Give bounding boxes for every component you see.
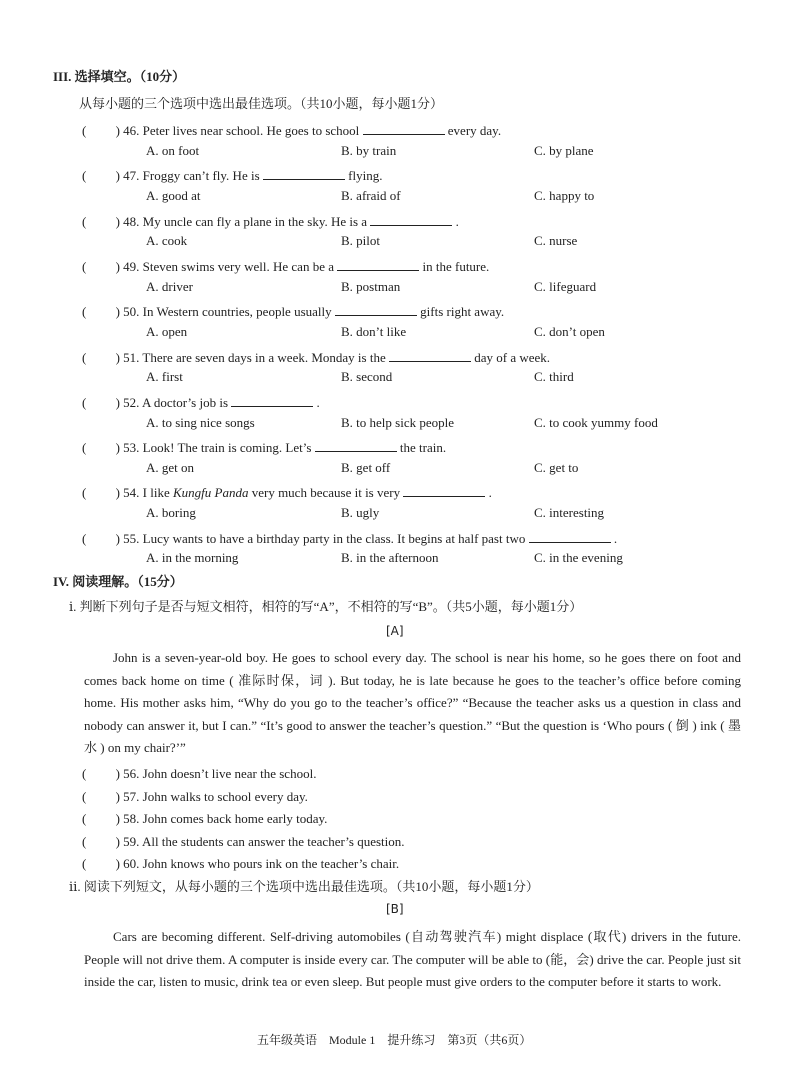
option-b[interactable]: B. to help sick people bbox=[341, 414, 455, 430]
option-c[interactable]: C. to cook yummy food bbox=[534, 414, 658, 430]
question-text-cont: very much because it is very bbox=[251, 485, 401, 501]
section-4-title: IV. 阅读理解。（15分） bbox=[53, 574, 183, 589]
option-c[interactable]: C. nurse bbox=[534, 233, 578, 249]
answer-blank[interactable] bbox=[389, 350, 471, 362]
option-c[interactable]: C. happy to bbox=[534, 188, 595, 203]
judgement-item[interactable]: ( ) 57. John walks to school every day. bbox=[82, 788, 308, 804]
question-text: ( ) 49. Steven swims very well. He can be a bbox=[82, 258, 334, 274]
passage-a-label: [A] bbox=[386, 624, 404, 638]
option-c[interactable]: C. third bbox=[534, 369, 574, 385]
question-text: ( ) 50. In Western countries, people usually bbox=[82, 304, 332, 320]
question-text-end: gifts right away. bbox=[420, 304, 505, 320]
answer-blank[interactable] bbox=[403, 485, 485, 497]
option-c[interactable]: C. in the evening bbox=[534, 550, 623, 566]
question-text-end: day of a week. bbox=[474, 349, 551, 365]
option-c[interactable]: C. get to bbox=[534, 459, 579, 475]
question-text-end: . bbox=[613, 530, 618, 546]
part-1-instruction: ⅰ. 判断下列句子是否与短文相符，相符的写“A”，不相符的写“B”。（共5小题，每小题1分） bbox=[69, 599, 583, 614]
option-a[interactable]: A. on foot bbox=[146, 142, 200, 158]
question-stem bbox=[82, 528, 617, 547]
question-stem bbox=[82, 437, 446, 456]
passage-a-text: John is a seven-year-old boy. He goes to school every day. The school is near his home, so he goes there on foot and comes back home on time ( 准际时保，词 ). But today, he is late because he goes to the teacher’s office before coming home. His mother asks him, “Why do you go to the teacher’s office?” “Because the teacher asks us a question in class and nobody can answer it, but I can.” “It’s good to answer the teacher’s question.” “But the question is ‘Who pours ( 倒 ) ink ( 墨水 ) on my chair?’” bbox=[84, 650, 741, 756]
option-b[interactable]: B. second bbox=[341, 369, 393, 385]
question-stem bbox=[82, 482, 492, 501]
question-text-end: . bbox=[316, 394, 320, 410]
passage-b bbox=[84, 926, 741, 994]
question-text: ( ) 46. Peter lives near school. He goes to school bbox=[82, 123, 360, 138]
option-a[interactable]: A. good at bbox=[146, 188, 201, 203]
question-text-end: in the future. bbox=[422, 258, 490, 274]
question-text: ( ) 47. Froggy can’t fly. He is bbox=[82, 168, 260, 184]
option-a[interactable]: A. get on bbox=[146, 459, 195, 475]
judgement-item[interactable]: ( ) 58. John comes back home early today. bbox=[82, 811, 328, 827]
question-text: ( ) 52. A doctor’s job is bbox=[82, 394, 229, 410]
section-3-title: III. 选择填空。（10分） bbox=[53, 69, 186, 84]
question-text: ( ) 54. I like bbox=[82, 485, 170, 501]
answer-blank[interactable] bbox=[263, 168, 345, 180]
option-b[interactable]: B. pilot bbox=[341, 233, 381, 249]
question-text: ( ) 53. Look! The train is coming. Let’s bbox=[82, 440, 312, 456]
question-text-end: . bbox=[455, 213, 459, 229]
passage-a bbox=[84, 647, 741, 760]
question-text: ( ) 51. There are seven days in a week. Monday is the bbox=[82, 349, 386, 365]
question-stem bbox=[82, 256, 489, 275]
question-text-end: flying. bbox=[348, 168, 383, 184]
judgement-item[interactable]: ( ) 59. All the students can answer the teacher’s question. bbox=[82, 833, 405, 849]
passage-b-text: Cars are becoming different. Self-driving automobiles (自动驾驶汽车) might displace (取代) drivers in the future. People will not drive them. A computer is inside every car. The computer will be able to (能，会) drive the car. People just sit inside the car, listen to music, drink tea or even sleep. But people must give orders to the computer before it starts to work. bbox=[84, 929, 741, 990]
answer-blank[interactable] bbox=[363, 123, 445, 135]
option-b[interactable]: B. get off bbox=[341, 459, 391, 475]
judgement-item[interactable]: ( ) 56. John doesn’t live near the school. bbox=[82, 766, 317, 781]
question-text: ( ) 48. My uncle can fly a plane in the sky. He is a bbox=[82, 213, 368, 229]
option-b[interactable]: B. don’t like bbox=[341, 323, 407, 339]
option-c[interactable]: C. lifeguard bbox=[534, 278, 597, 294]
answer-blank[interactable] bbox=[231, 395, 313, 407]
option-b[interactable]: B. in the afternoon bbox=[341, 550, 439, 566]
option-b[interactable]: B. by train bbox=[341, 142, 397, 158]
question-stem bbox=[82, 211, 459, 230]
question-text-end: . bbox=[488, 485, 492, 501]
option-a[interactable]: A. first bbox=[146, 369, 183, 385]
option-c[interactable]: C. interesting bbox=[534, 505, 605, 521]
option-a[interactable]: A. to sing nice songs bbox=[146, 414, 255, 430]
page-footer: 五年级英语 Module 1 提升练习 第3页（共6页） bbox=[257, 1033, 532, 1047]
answer-blank[interactable] bbox=[337, 259, 419, 271]
option-a[interactable]: A. open bbox=[146, 323, 188, 339]
question-stem bbox=[82, 301, 504, 320]
option-a[interactable]: A. in the morning bbox=[146, 550, 239, 566]
section-3-instruction: 从每小题的三个选项中选出最佳选项。（共10小题，每小题1分） bbox=[79, 96, 444, 111]
answer-blank[interactable] bbox=[335, 304, 417, 316]
question-stem bbox=[82, 392, 320, 411]
answer-blank[interactable] bbox=[529, 531, 611, 543]
option-b[interactable]: B. afraid of bbox=[341, 188, 401, 203]
question-text: ( ) 55. Lucy wants to have a birthday party in the class. It begins at half past two bbox=[82, 530, 526, 546]
option-a[interactable]: A. cook bbox=[146, 233, 188, 249]
option-c[interactable]: C. don’t open bbox=[534, 323, 605, 339]
option-a[interactable]: A. driver bbox=[146, 278, 193, 294]
option-b[interactable]: B. postman bbox=[341, 278, 401, 294]
question-text-end: the train. bbox=[399, 440, 447, 456]
option-a[interactable]: A. boring bbox=[146, 505, 196, 521]
answer-blank[interactable] bbox=[370, 214, 452, 226]
question-stem bbox=[82, 347, 550, 366]
judgement-item[interactable]: ( ) 60. John knows who pours ink on the teacher’s chair. bbox=[82, 856, 400, 872]
question-stem bbox=[82, 165, 382, 184]
question-stem bbox=[82, 120, 501, 139]
part-2-instruction: ⅱ. 阅读下列短文，从每小题的三个选项中选出最佳选项。（共10小题，每小题1分） bbox=[69, 879, 539, 894]
question-title-italic: Kungfu Panda bbox=[172, 485, 249, 501]
passage-b-label: [B] bbox=[386, 902, 404, 916]
option-c[interactable]: C. by plane bbox=[534, 142, 594, 158]
answer-blank[interactable] bbox=[315, 440, 397, 452]
question-text-end: every day. bbox=[447, 123, 502, 138]
option-b[interactable]: B. ugly bbox=[341, 505, 380, 521]
